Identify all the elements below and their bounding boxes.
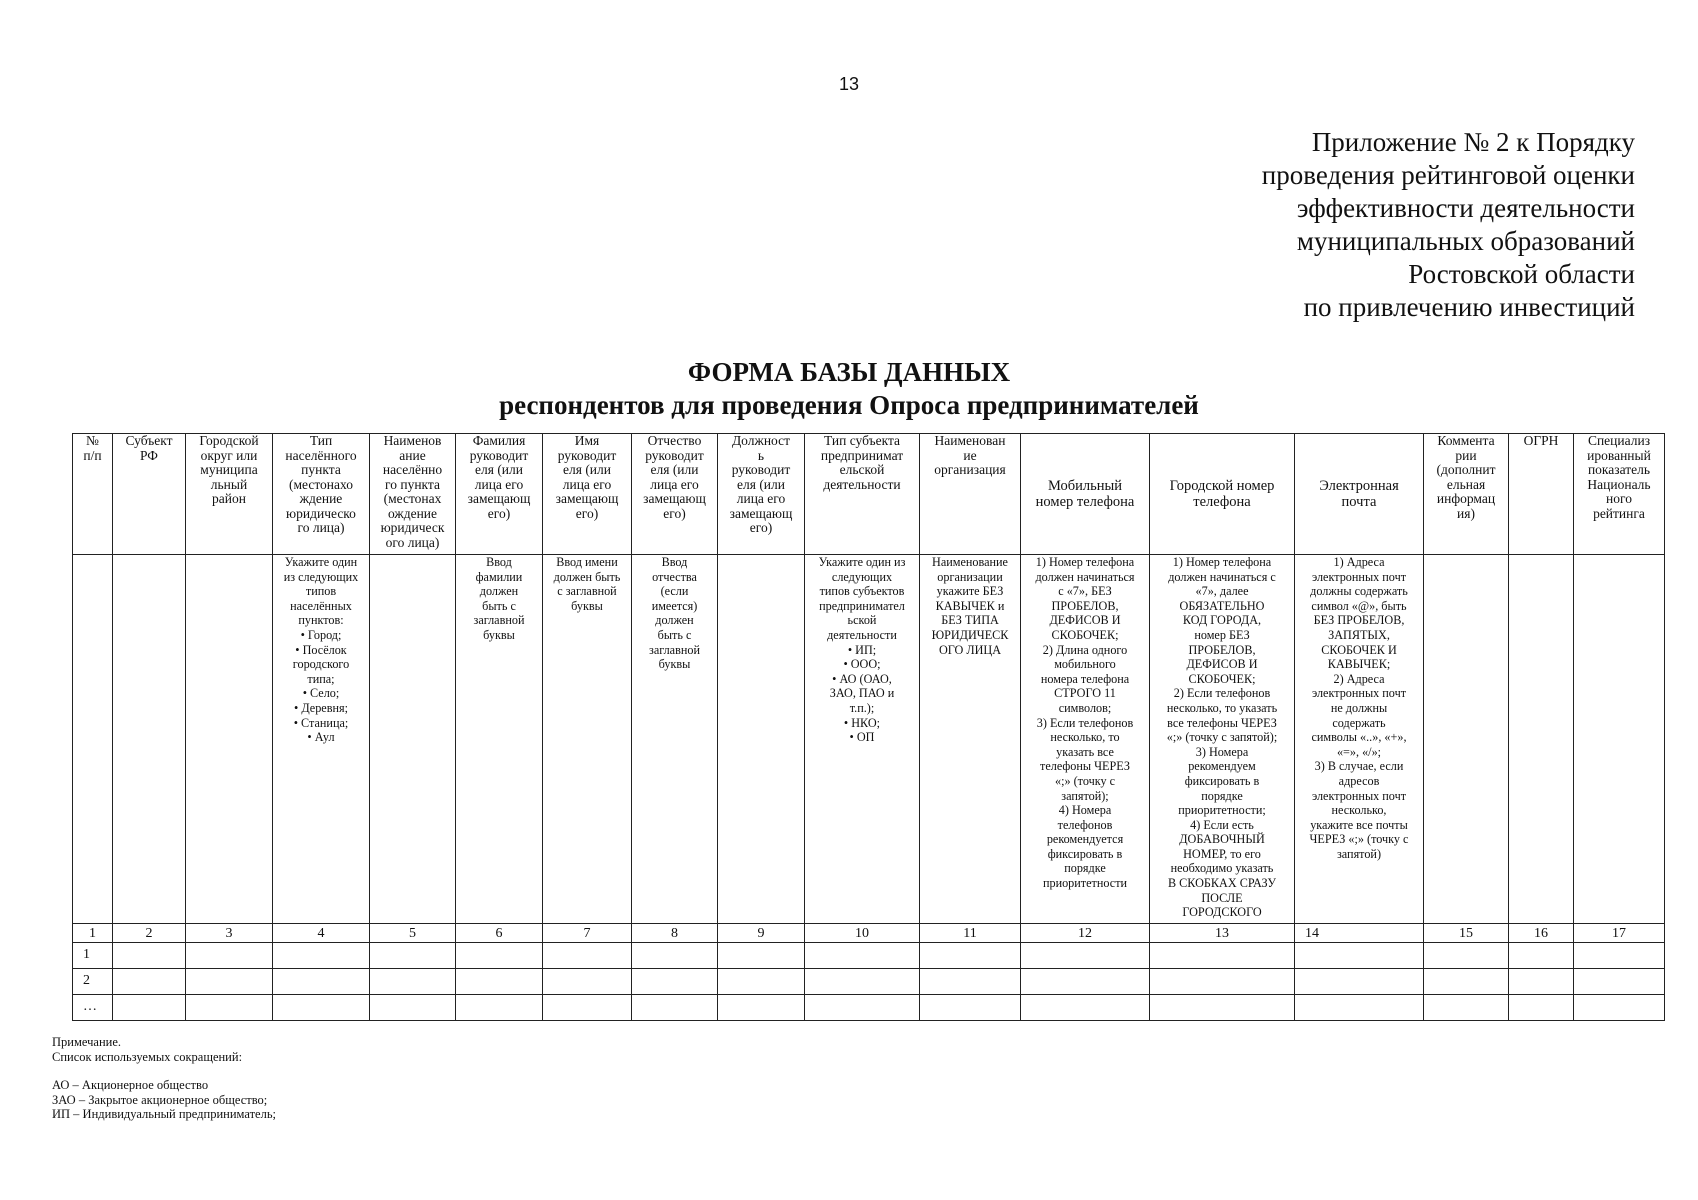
table-cell [186,995,273,1021]
table-cell [1574,943,1665,969]
table-cell [632,995,718,1021]
column-number: 10 [805,924,920,943]
table-cell [543,943,632,969]
appendix-line: эффективности деятельности [1296,193,1635,223]
table-cell [370,995,456,1021]
row-number: … [73,995,113,1021]
abbreviations-title: Список используемых сокращений: [52,1049,243,1064]
table-cell [920,995,1021,1021]
table-cell [632,969,718,995]
table-cell [1295,943,1424,969]
table-cell [1424,995,1509,1021]
header-cell-position: Должност ь руководит еля (или лица его замещающ его) [718,434,805,555]
column-number: 17 [1574,924,1665,943]
table-cell [920,969,1021,995]
column-number: 2 [113,924,186,943]
table-cell [370,943,456,969]
notes-section [52,1035,276,1122]
table-cell [1509,995,1574,1021]
column-number: 14 [1295,924,1424,943]
instruction-cell-city-phone: 1) Номер телефона должен начинаться с «7», далее ОБЯЗАТЕЛЬНО КОД ГОРОДА, номер БЕЗ ПРОБЕЛОВ, ДЕФИСОВ И СКОБОЧЕК; 2) Если телефонов несколько, то указать все телефоны ЧЕРЕЗ «;» (точку с запятой); 3) Номера рекомендуем фиксировать в порядке приоритетности; 4) Если есть ДОБАВОЧНЫЙ НОМЕР, то его необходимо указать В СКОБКАХ СРАЗУ ПОСЛЕ ГОРОДСКОГО [1150,555,1295,924]
table-cell [1574,995,1665,1021]
header-cell-organization: Наименован ие организация [920,434,1021,555]
instruction-cell-settlement-type: Укажите один из следующих типов населённых пунктов: • Город; • Посёлок городского типа; • Село; • Деревня; • Станица; • Аул [273,555,370,924]
instruction-cell [186,555,273,924]
instruction-cell-surname: Ввод фамилии должен быть с заглавной буквы [456,555,543,924]
header-cell-rating-indicator: Специализ ированный показатель Националь ного рейтинга [1574,434,1665,555]
header-row [73,434,1665,555]
instruction-cell-mobile-phone: 1) Номер телефона должен начинаться с «7», БЕЗ ПРОБЕЛОВ, ДЕФИСОВ И СКОБОЧЕК; 2) Длина одного мобильного номера телефона СТРОГО 11 символов; 3) Если телефонов несколько, то указать все телефоны ЧЕРЕЗ «;» (точку с запятой); 4) Номера телефонов рекомендуется фиксировать в порядке приоритетности [1021,555,1150,924]
appendix-line: по привлечению инвестиций [1303,292,1635,322]
column-number: 1 [73,924,113,943]
table-row [73,943,1665,969]
header-cell-patronymic: Отчество руководит еля (или лица его замещающ его) [632,434,718,555]
header-cell-settlement-type: Тип населённого пункта (местонахо ждение юридическо го лица) [273,434,370,555]
table-cell [1021,995,1150,1021]
column-number: 7 [543,924,632,943]
table-cell [632,943,718,969]
instruction-cell [1424,555,1509,924]
table-cell [543,995,632,1021]
appendix-line: Приложение № 2 к Порядку [1311,127,1635,157]
instruction-cell-business-type: Укажите один из следующих типов субъектов предпринимател ьской деятельности • ИП; • ООО; • АО (ОАО, ЗАО, ПАО и т.п.); • НКО; • ОП [805,555,920,924]
table-cell [1424,969,1509,995]
appendix-reference [1262,126,1635,324]
header-cell-subject: Субъект РФ [113,434,186,555]
column-number: 9 [718,924,805,943]
header-cell-city-phone: Городской номер телефона [1150,434,1295,555]
appendix-line: проведения рейтинговой оценки [1261,160,1635,190]
database-form-table [72,433,1665,1021]
table-cell [1150,943,1295,969]
column-number: 8 [632,924,718,943]
table-cell [1021,943,1150,969]
column-number: 11 [920,924,1021,943]
title-line-1: ФОРМА БАЗЫ ДАННЫХ [687,357,1011,387]
column-number: 13 [1150,924,1295,943]
abbreviation-item: АО – Акционерное общество [52,1078,209,1092]
table-cell [273,969,370,995]
abbreviation-item: ЗАО – Закрытое акционерное общество; [52,1092,268,1107]
table-cell [370,969,456,995]
table-cell [920,943,1021,969]
instruction-cell [113,555,186,924]
table-cell [543,969,632,995]
header-cell-business-type: Тип субъекта предпринимат ельской деятельности [805,434,920,555]
column-number: 6 [456,924,543,943]
column-number: 3 [186,924,273,943]
notes-heading: Примечание. [52,1035,122,1049]
header-cell-number: № п/п [73,434,113,555]
appendix-line: муниципальных образований [1296,226,1635,256]
table-cell [1509,969,1574,995]
table-cell [113,969,186,995]
table-cell [1021,969,1150,995]
instruction-cell [1574,555,1665,924]
instruction-cell [370,555,456,924]
header-cell-district: Городской округ или муниципа льный район [186,434,273,555]
table-cell [1150,969,1295,995]
page-number: 13 [838,74,860,94]
instruction-cell [718,555,805,924]
header-cell-name: Имя руководит еля (или лица его замещающ его) [543,434,632,555]
column-numbers-row [73,924,1665,943]
title-line-2: респондентов для проведения Опроса предпринимателей [499,390,1199,420]
header-cell-ogrn: ОГРН [1509,434,1574,555]
table-cell [718,969,805,995]
table-cell [186,969,273,995]
table-cell [1150,995,1295,1021]
table-row [73,995,1665,1021]
table-cell [1509,943,1574,969]
header-cell-mobile-phone: Мобильный номер телефона [1021,434,1150,555]
instruction-cell-email: 1) Адреса электронных почт должны содержать символ «@», быть БЕЗ ПРОБЕЛОВ, ЗАПЯТЫХ, СКОБОЧЕК И КАВЫЧЕК; 2) Адреса электронных почт не должны содержать символы «..», «+», «=», «/»; 3) В случае, если адресов электронных почт несколько, укажите все почты ЧЕРЕЗ «;» (точку с запятой) [1295,555,1424,924]
column-number: 5 [370,924,456,943]
document-title [0,356,1698,422]
table-cell [1574,969,1665,995]
table-cell [718,995,805,1021]
table-cell [718,943,805,969]
table-cell [805,943,920,969]
header-cell-comments: Коммента рии (дополнит ельная информац ия) [1424,434,1509,555]
instruction-cell [1509,555,1574,924]
table-cell [186,943,273,969]
column-number: 15 [1424,924,1509,943]
table-cell [273,995,370,1021]
instruction-cell-name: Ввод имени должен быть с заглавной буквы [543,555,632,924]
instruction-cell [73,555,113,924]
header-cell-surname: Фамилия руководит еля (или лица его замещающ его) [456,434,543,555]
table-row [73,969,1665,995]
table-cell [1295,995,1424,1021]
row-number: 2 [73,969,113,995]
table-cell [456,995,543,1021]
table-cell [456,943,543,969]
table-cell [273,943,370,969]
column-number: 16 [1509,924,1574,943]
instruction-cell-organization: Наименование организации укажите БЕЗ КАВЫЧЕК и БЕЗ ТИПА ЮРИДИЧЕСК ОГО ЛИЦА [920,555,1021,924]
table-cell [805,995,920,1021]
row-number: 1 [73,943,113,969]
table-cell [113,943,186,969]
table-cell [805,969,920,995]
table-cell [113,995,186,1021]
table-cell [456,969,543,995]
table-cell [1424,943,1509,969]
header-cell-email: Электронная почта [1295,434,1424,555]
column-number: 12 [1021,924,1150,943]
table-cell [1295,969,1424,995]
instructions-row [73,555,1665,924]
header-cell-settlement-name: Наименов ание населённо го пункта (местонах ождение юридическ ого лица) [370,434,456,555]
abbreviation-item: ИП – Индивидуальный предприниматель; [52,1107,277,1121]
instruction-cell-patronymic: Ввод отчества (если имеется) должен быть с заглавной буквы [632,555,718,924]
appendix-line: Ростовской области [1408,259,1635,289]
column-number: 4 [273,924,370,943]
